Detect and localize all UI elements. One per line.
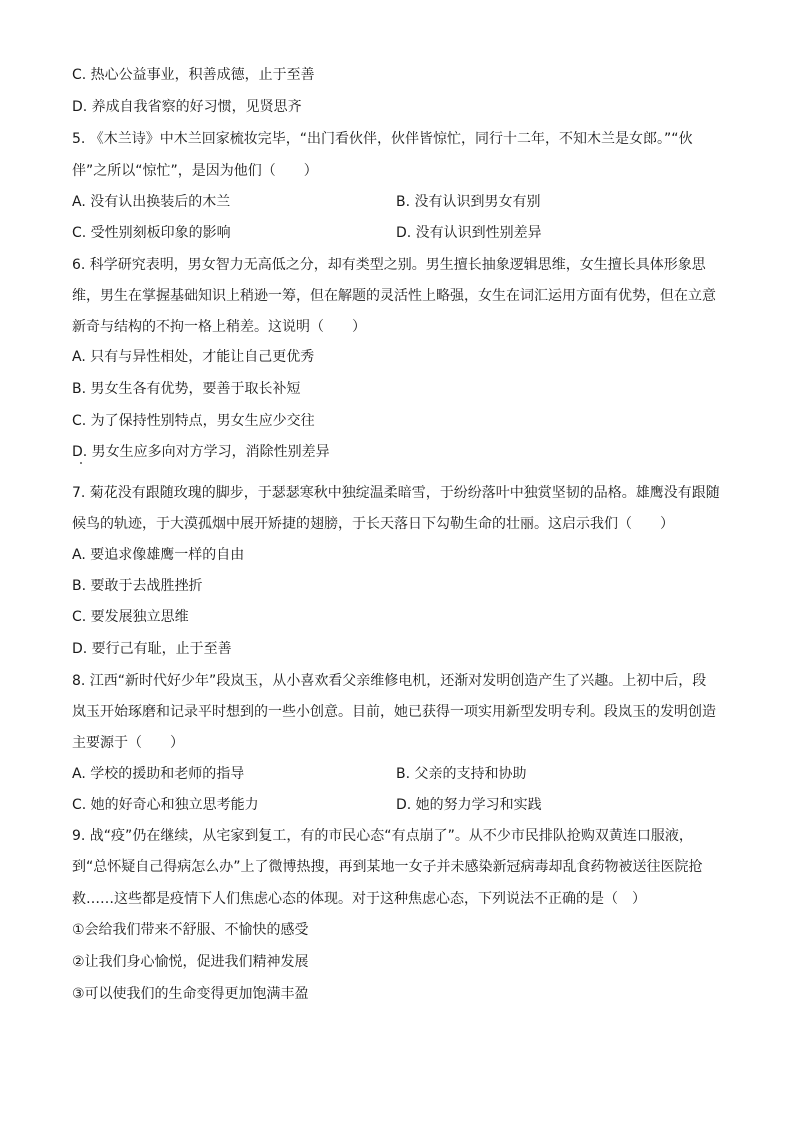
q8-stem-line2: 岚玉开始琢磨和记录平时想到的一些小创意。目前，她已获得一项实用新型发明专利。段岚玉的发明创造 [72,704,716,720]
stray-dot-mark [80,462,82,464]
q6-option-c: C. 为了保持性别特点，男女生应少交往 [72,413,315,429]
q8-options-row1 [72,765,732,783]
q5-options-row2 [72,224,732,242]
q7-option-a: A. 要追求像雄鹰一样的自由 [72,547,245,563]
q9-stem-line2: 到“总怀疑自己得病怎么办”上了微博热搜，再到某地一女子并未感染新冠病毒却乱食药物被送往医院抢 [72,859,703,875]
q5-options-row1 [72,193,732,211]
q5-option-a: A. 没有认出换装后的木兰 [72,194,231,210]
q8-option-b: B. 父亲的支持和协助 [396,766,527,782]
q5-option-b: B. 没有认识到男女有别 [396,194,541,210]
q6-option-d: D. 男女生应多向对方学习，消除性别差异 [72,444,330,460]
q4-option-c: C. 热心公益事业，积善成德，止于至善 [72,67,315,83]
q8-option-c: C. 她的好奇心和独立思考能力 [72,797,259,813]
q5-option-c: C. 受性别刻板印象的影响 [72,225,231,241]
q6-stem-line3: 新奇与结构的不拘一格上稍差。这说明（ ） [72,319,366,335]
q8-option-a: A. 学校的援助和老师的指导 [72,766,245,782]
q9-stem-line3: 救……这些都是疫情下人们焦虑心态的体现。对于这种焦虑心态，下列说法不正确的是（ ） [72,891,646,907]
q8-option-d: D. 她的努力学习和实践 [396,797,542,813]
q5-option-d: D. 没有认识到性别差异 [396,225,542,241]
q6-stem-line1: 6. 科学研究表明，男女智力无高低之分，却有类型之别。男生擅长抽象逻辑思维，女生擅长具体形象思 [72,257,706,273]
q7-option-b: B. 要敢于去战胜挫折 [72,578,203,594]
q9-stem-line1: 9. 战“疫”仍在继续，从宅家到复工，有的市民心态“有点崩了”。从不少市民排队抢购双黄连口服液， [72,828,693,844]
q6-option-a: A. 只有与异性相处，才能让自己更优秀 [72,349,315,365]
q8-stem-line3: 主要源于（ ） [72,735,184,751]
q8-options-row2 [72,796,732,814]
q9-statement-1: ①会给我们带来不舒服、不愉快的感受 [72,922,309,938]
q6-stem-line2: 维，男生在掌握基础知识上稍逊一筹，但在解题的灵活性上略强，女生在词汇运用方面有优势，但在立意 [72,288,716,304]
q6-option-b: B. 男女生各有优势，要善于取长补短 [72,381,301,397]
q7-option-c: C. 要发展独立思维 [72,609,189,625]
q7-option-d: D. 要行己有耻，止于至善 [72,641,232,657]
q7-stem-line2: 候鸟的轨迹，于大漠孤烟中展开矫捷的翅膀，于长天落日下勾勒生命的壮丽。这启示我们（ ） [72,516,674,532]
q9-statement-2: ②让我们身心愉悦，促进我们精神发展 [72,954,309,970]
q5-stem-line1: 5. 《木兰诗》中木兰回家梳妆完毕，“出门看伙伴，伙伴皆惊忙，同行十二年，不知木兰是女郎。”“伙 [72,131,693,147]
q4-option-d: D. 养成自我省察的好习惯，见贤思齐 [72,99,302,115]
q9-statement-3: ③可以使我们的生命变得更加饱满丰盈 [72,986,309,1002]
q8-stem-line1: 8. 江西“新时代好少年”段岚玉，从小喜欢看父亲维修电机，还渐对发明创造产生了兴趣。上初中后，段 [72,673,707,689]
q7-stem-line1: 7. 菊花没有跟随玫瑰的脚步，于瑟瑟寒秋中独绽温柔暗雪，于纷纷落叶中独赏坚韧的品格。雄鹰没有跟随 [72,485,720,501]
q5-stem-line2: 伴”之所以“惊忙”，是因为他们（ ） [72,163,318,179]
